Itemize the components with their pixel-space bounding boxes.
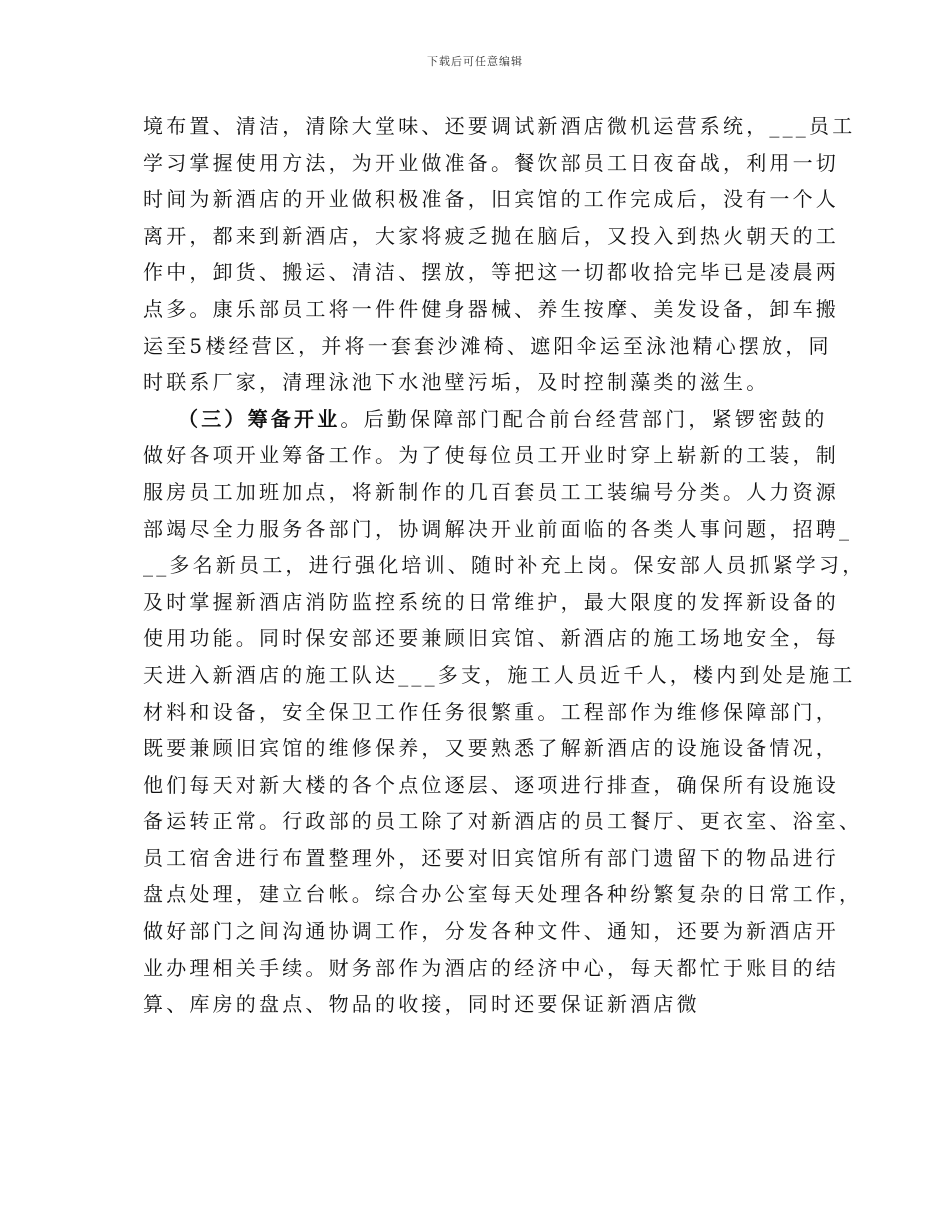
paragraph-2: [143, 401, 866, 1023]
section-heading: （三）筹备开业: [178, 406, 341, 431]
heading-line-text: 。后勤保障部门配合前台经营部门，紧锣密鼓的: [340, 406, 828, 431]
section-heading-line: [143, 401, 828, 438]
text-line: 业办理相关手续。财务部作为酒店的经济中心，每天都忙于账目的结: [143, 955, 839, 980]
text-line: 做好各项开业筹备工作。为了使每位员工开业时穿上崭新的工装，制: [143, 443, 839, 468]
text-line: 部竭尽全力服务各部门，协调解决开业前面临的各类人事问题，招聘_: [143, 516, 853, 541]
text-line: __多名新员工，进行强化培训、随时补充上岗。保安部人员抓紧学习，: [143, 553, 866, 578]
text-line: 盘点处理，建立台帐。综合办公室每天处理各种纷繁复杂的日常工作，: [143, 882, 863, 907]
text-line: 做好部门之间沟通协调工作，分发各种文件、通知，还要为新酒店开: [143, 919, 839, 944]
text-line: 点多。康乐部员工将一件件健身器械、养生按摩、美发设备，卸车搬: [143, 296, 839, 321]
text-line: 及时掌握新酒店消防监控系统的日常维护，最大限度的发挥新设备的: [143, 589, 839, 614]
text-line: 算、库房的盘点、物品的收接，同时还要保证新酒店微: [143, 992, 700, 1017]
text-line: 使用功能。同时保安部还要兼顾旧宾馆、新酒店的施工场地安全，每: [143, 626, 839, 651]
text-line: 天进入新酒店的施工队达___多支，施工人员近千人，楼内到处是施工: [143, 662, 856, 687]
text-line: 离开，都来到新酒店，大家将疲乏抛在脑后，又投入到热火朝天的工: [143, 223, 839, 248]
text-line: 服房员工加班加点，将新制作的几百套员工工装编号分类。人力资源: [143, 479, 839, 504]
text-line: 既要兼顾旧宾馆的维修保养，又要熟悉了解新酒店的设施设备情况，: [143, 736, 839, 761]
text-line: 时间为新酒店的开业做积极准备，旧宾馆的工作完成后，没有一个人: [143, 187, 839, 212]
text-line: 运至5楼经营区，并将一套套沙滩椅、遮阳伞运至泳池精心摆放，同: [143, 333, 832, 358]
text-line: 他们每天对新大楼的各个点位逐层、逐项进行排查，确保所有设施设: [143, 772, 839, 797]
text-line: 员工宿舍进行布置整理外，还要对旧宾馆所有部门遗留下的物品进行: [143, 845, 839, 870]
text-line: 作中，卸货、搬运、清洁、摆放，等把这一切都收拾完毕已是凌晨两: [143, 260, 839, 285]
paragraph-1: [143, 108, 856, 401]
page-header: 下载后可任意编辑: [427, 55, 523, 68]
text-line: 学习掌握使用方法，为开业做准备。餐饮部员工日夜奋战，利用一切: [143, 150, 839, 175]
text-line: 时联系厂家，清理泳池下水池壁污垢，及时控制藻类的滋生。: [143, 370, 770, 395]
text-line: 材料和设备，安全保卫工作任务很繁重。工程部作为维修保障部门，: [143, 699, 839, 724]
text-line: 备运转正常。行政部的员工除了对新酒店的员工餐厅、更衣室、浴室、: [143, 809, 863, 834]
body-text: [143, 108, 866, 1023]
text-line: 境布置、清洁，清除大堂味、还要调试新酒店微机运营系统，___员工: [143, 114, 856, 138]
